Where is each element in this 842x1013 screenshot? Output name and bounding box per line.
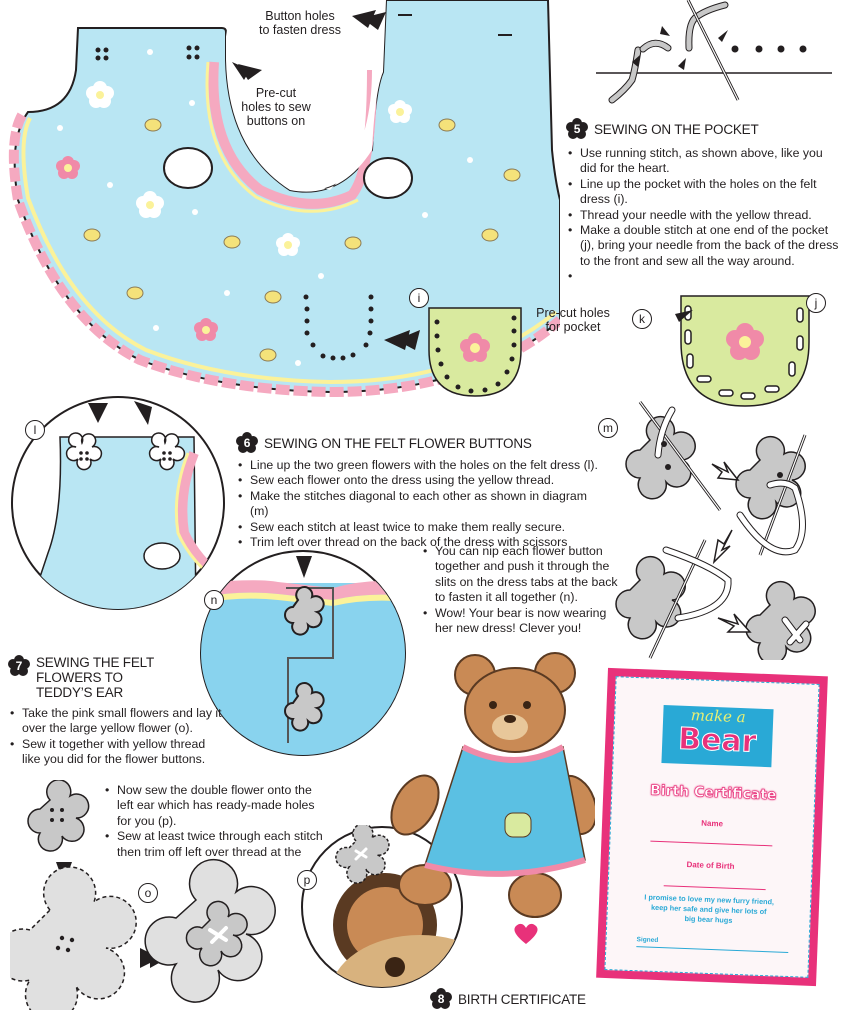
running-stitch-diagram (590, 0, 840, 110)
step-8-title: BIRTH CERTIFICATE (458, 991, 586, 1007)
step-6-list (236, 458, 606, 550)
list-item: • Take the pink small flowers and lay it over the large yellow flower (o). (8, 706, 226, 737)
step-number-badge: 7 (8, 655, 30, 677)
diagram-label-p: p (297, 870, 317, 890)
diagram-label-m: m (598, 418, 618, 438)
diagram-label-j: j (806, 293, 826, 313)
promise-text: I promise to love my new furry friend, keep her safe and give her lots of big bear hugs (644, 892, 775, 925)
callout-precut-pocket: Pre-cut holes for pocket (536, 306, 610, 334)
list-item: • Make a double stitch at one end of the pocket (j), bring your needle from the back of the dress to the front and sew all the way around. (566, 223, 842, 269)
step-5-title: SEWING ON THE POCKET (594, 121, 759, 137)
dress-fastening-diagram (198, 548, 408, 758)
sewn-pocket-illustration (675, 292, 815, 410)
list-item: • Make the stitches diagonal to each other as shown in diagram (m) (236, 489, 606, 520)
teddy-bear-illustration (385, 645, 595, 925)
list-item: • Line up the pocket with the holes on the felt dress (i). (566, 177, 842, 208)
callout-precut-buttons: Pre-cut holes to sew buttons on (241, 86, 311, 128)
signed-label: Signed (636, 936, 659, 945)
diagram-label-k: k (632, 309, 652, 329)
list-item: • You can nip each flower button together and push it through the slits on the dress tabs at the back to fasten it all together (n). (421, 544, 621, 606)
step-5-section (566, 118, 842, 277)
signed-line[interactable] (636, 946, 788, 953)
step-6-title: SEWING ON THE FELT FLOWER BUTTONS (264, 435, 532, 451)
certificate-title: Birth Certificate (649, 782, 777, 804)
step-number-badge: 8 (430, 988, 452, 1010)
diagram-label-i: i (409, 288, 429, 308)
step-5-heading (566, 118, 842, 140)
list-item: • Thread your needle with the yellow thread. (566, 208, 842, 223)
heart-icon (512, 922, 540, 946)
list-item: • Trim left over thread on the back of the dress with scissors (236, 535, 606, 550)
callout-button-holes: Button holes to fasten dress (259, 9, 341, 37)
list-item: • Use running stitch, as shown above, like you did for the heart. (566, 146, 842, 177)
name-label: Name (701, 818, 724, 829)
list-item: • Now sew the double flower onto the left ear which has ready-made holes for you (p). (103, 783, 328, 829)
step-6-heading (236, 432, 606, 454)
step-number-badge: 5 (566, 118, 588, 140)
list-item: • Sew each stitch at least twice to make them really secure. (236, 520, 606, 535)
step-8-heading (430, 988, 586, 1010)
step-6-section (236, 432, 606, 550)
make-a-bear-logo: make a Bear (661, 705, 773, 767)
diagram-label-n: n (204, 590, 224, 610)
list-item: • Line up the two green flowers with the holes on the felt dress (l). (236, 458, 606, 473)
dob-label: Date of Birth (686, 860, 735, 871)
list-item: • Sew at least twice through each stitch then trim off left over thread at the (103, 829, 328, 860)
diagram-label-l: l (25, 420, 45, 440)
step-7-heading (8, 655, 228, 700)
step-6-extra-list (421, 544, 621, 636)
step-7-title: SEWING THE FELT FLOWERS TO TEDDY’S EAR (36, 655, 155, 700)
flower-stitch-diagram (610, 400, 842, 660)
list-item: • Sew each flower onto the dress using the yellow thread. (236, 473, 606, 488)
birth-certificate (596, 668, 828, 986)
list-item: • Wow! Your bear is now wearing her new dress! Clever you! (421, 606, 621, 637)
step-number-badge: 6 (236, 432, 258, 454)
list-item (566, 269, 842, 277)
diagram-label-o: o (138, 883, 158, 903)
step-7-list (8, 706, 226, 768)
dob-line[interactable] (664, 885, 766, 890)
pocket-illustration (425, 300, 525, 400)
name-line[interactable] (650, 841, 772, 847)
step-5-list (566, 146, 842, 277)
list-item: • Sew it together with yellow thread like you did for the flower buttons. (8, 737, 226, 768)
step-7-section (8, 655, 228, 768)
